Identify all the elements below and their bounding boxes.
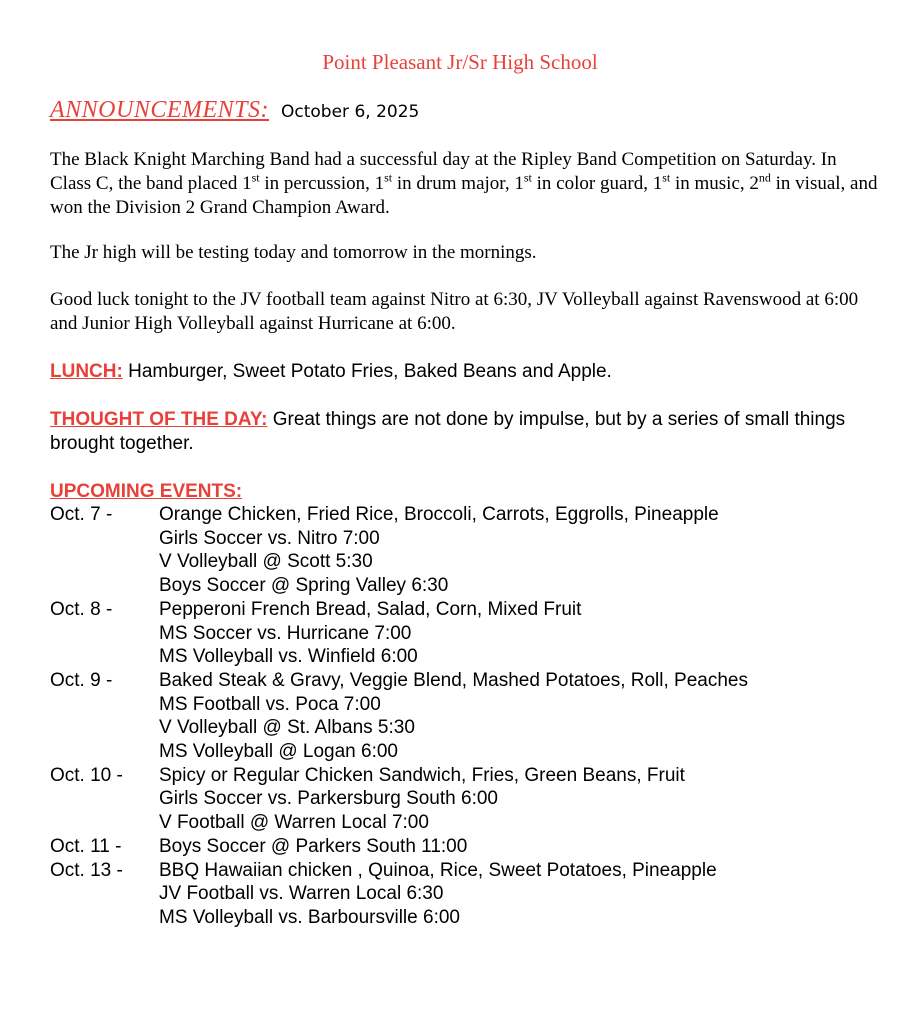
event-item: Pepperoni French Bread, Salad, Corn, Mixed Fruit bbox=[159, 598, 582, 620]
ordinal-4: st bbox=[662, 170, 671, 185]
announcements-label: ANNOUNCEMENTS: bbox=[50, 97, 270, 123]
ordinal-2: st bbox=[384, 170, 393, 185]
ordinal-1: st bbox=[251, 170, 260, 185]
lunch-text: Hamburger, Sweet Potato Fries, Baked Beans and Apple. bbox=[122, 361, 612, 382]
thought-section bbox=[50, 408, 870, 456]
event-group bbox=[50, 859, 880, 930]
event-item: JV Football vs. Warren Local 6:30 bbox=[159, 883, 444, 905]
upcoming-events-header bbox=[50, 480, 242, 504]
event-item: Girls Soccer vs. Nitro 7:00 bbox=[159, 527, 380, 549]
ordinal-5: nd bbox=[758, 170, 771, 185]
event-item: V Volleyball @ Scott 5:30 bbox=[159, 551, 373, 573]
upcoming-label: UPCOMING EVENTS: bbox=[50, 481, 243, 502]
event-group bbox=[50, 764, 880, 835]
event-item: Baked Steak & Gravy, Veggie Blend, Mashed Potatoes, Roll, Peaches bbox=[159, 669, 748, 691]
event-item: MS Football vs. Poca 7:00 bbox=[159, 693, 381, 715]
event-item: Orange Chicken, Fried Rice, Broccoli, Carrots, Eggrolls, Pineapple bbox=[159, 504, 719, 525]
event-items bbox=[159, 669, 880, 764]
event-item: BBQ Hawaiian chicken , Quinoa, Rice, Sweet Potatoes, Pineapple bbox=[159, 859, 717, 881]
event-item: MS Soccer vs. Hurricane 7:00 bbox=[159, 622, 412, 644]
thought-text: Great things are not done by impulse, but by a series of small things brought together. bbox=[50, 409, 846, 454]
testing-announcement: The Jr high will be testing today and tomorrow in the mornings. bbox=[50, 242, 537, 263]
event-item: Spicy or Regular Chicken Sandwich, Fries, Green Beans, Fruit bbox=[159, 764, 685, 786]
event-item: Boys Soccer @ Parkers South 11:00 bbox=[159, 835, 468, 857]
band-text-1: The Black Knight Marching Band had a successful day at the Ripley Band Competition on Saturday. In Class C, the band placed 1 bbox=[50, 149, 837, 194]
event-group bbox=[50, 669, 880, 764]
event-date: Oct. 8 - bbox=[50, 598, 113, 620]
event-item: Girls Soccer vs. Parkersburg South 6:00 bbox=[159, 788, 498, 810]
event-group bbox=[50, 503, 880, 598]
band-text-4: in color guard, 1 bbox=[531, 173, 663, 194]
event-group bbox=[50, 835, 880, 859]
band-text-2: in percussion, 1 bbox=[259, 173, 385, 194]
event-date: Oct. 13 - bbox=[50, 859, 123, 881]
event-item: MS Volleyball @ Logan 6:00 bbox=[159, 741, 398, 763]
announcement-date: October 6, 2025 bbox=[281, 102, 420, 122]
event-date: Oct. 7 - bbox=[50, 504, 113, 525]
event-date: Oct. 9 - bbox=[50, 669, 113, 691]
thought-label: THOUGHT OF THE DAY: bbox=[50, 409, 268, 430]
event-item: V Football @ Warren Local 7:00 bbox=[159, 812, 429, 834]
event-items bbox=[159, 859, 880, 930]
announcements-header bbox=[50, 97, 419, 124]
lunch-label: LUNCH: bbox=[50, 361, 123, 382]
event-date: Oct. 11 - bbox=[50, 835, 122, 857]
band-text-6: in visual, and won the Division 2 Grand Champion Award. bbox=[50, 173, 878, 218]
school-title: Point Pleasant Jr/Sr High School bbox=[322, 50, 598, 74]
event-date: Oct. 10 - bbox=[50, 764, 123, 786]
upcoming-events-list bbox=[50, 503, 880, 930]
event-items bbox=[159, 764, 880, 835]
event-items bbox=[159, 503, 880, 598]
event-item: MS Volleyball vs. Winfield 6:00 bbox=[159, 646, 418, 668]
good-luck-announcement: Good luck tonight to the JV football team against Nitro at 6:30, JV Volleyball against Ravenswood at 6:00 and Junior High Volleyball against Hurricane at 6:00. bbox=[50, 289, 859, 334]
band-text-5: in music, 2 bbox=[670, 173, 759, 194]
band-announcement bbox=[50, 148, 880, 220]
band-text-3: in drum major, 1 bbox=[392, 173, 524, 194]
event-group bbox=[50, 598, 880, 669]
event-items bbox=[159, 835, 880, 859]
lunch-section bbox=[50, 360, 870, 384]
event-item: V Volleyball @ St. Albans 5:30 bbox=[159, 717, 415, 739]
event-item: MS Volleyball vs. Barboursville 6:00 bbox=[159, 906, 460, 928]
event-items bbox=[159, 598, 880, 669]
ordinal-3: st bbox=[523, 170, 532, 185]
event-item: Boys Soccer @ Spring Valley 6:30 bbox=[159, 575, 449, 597]
